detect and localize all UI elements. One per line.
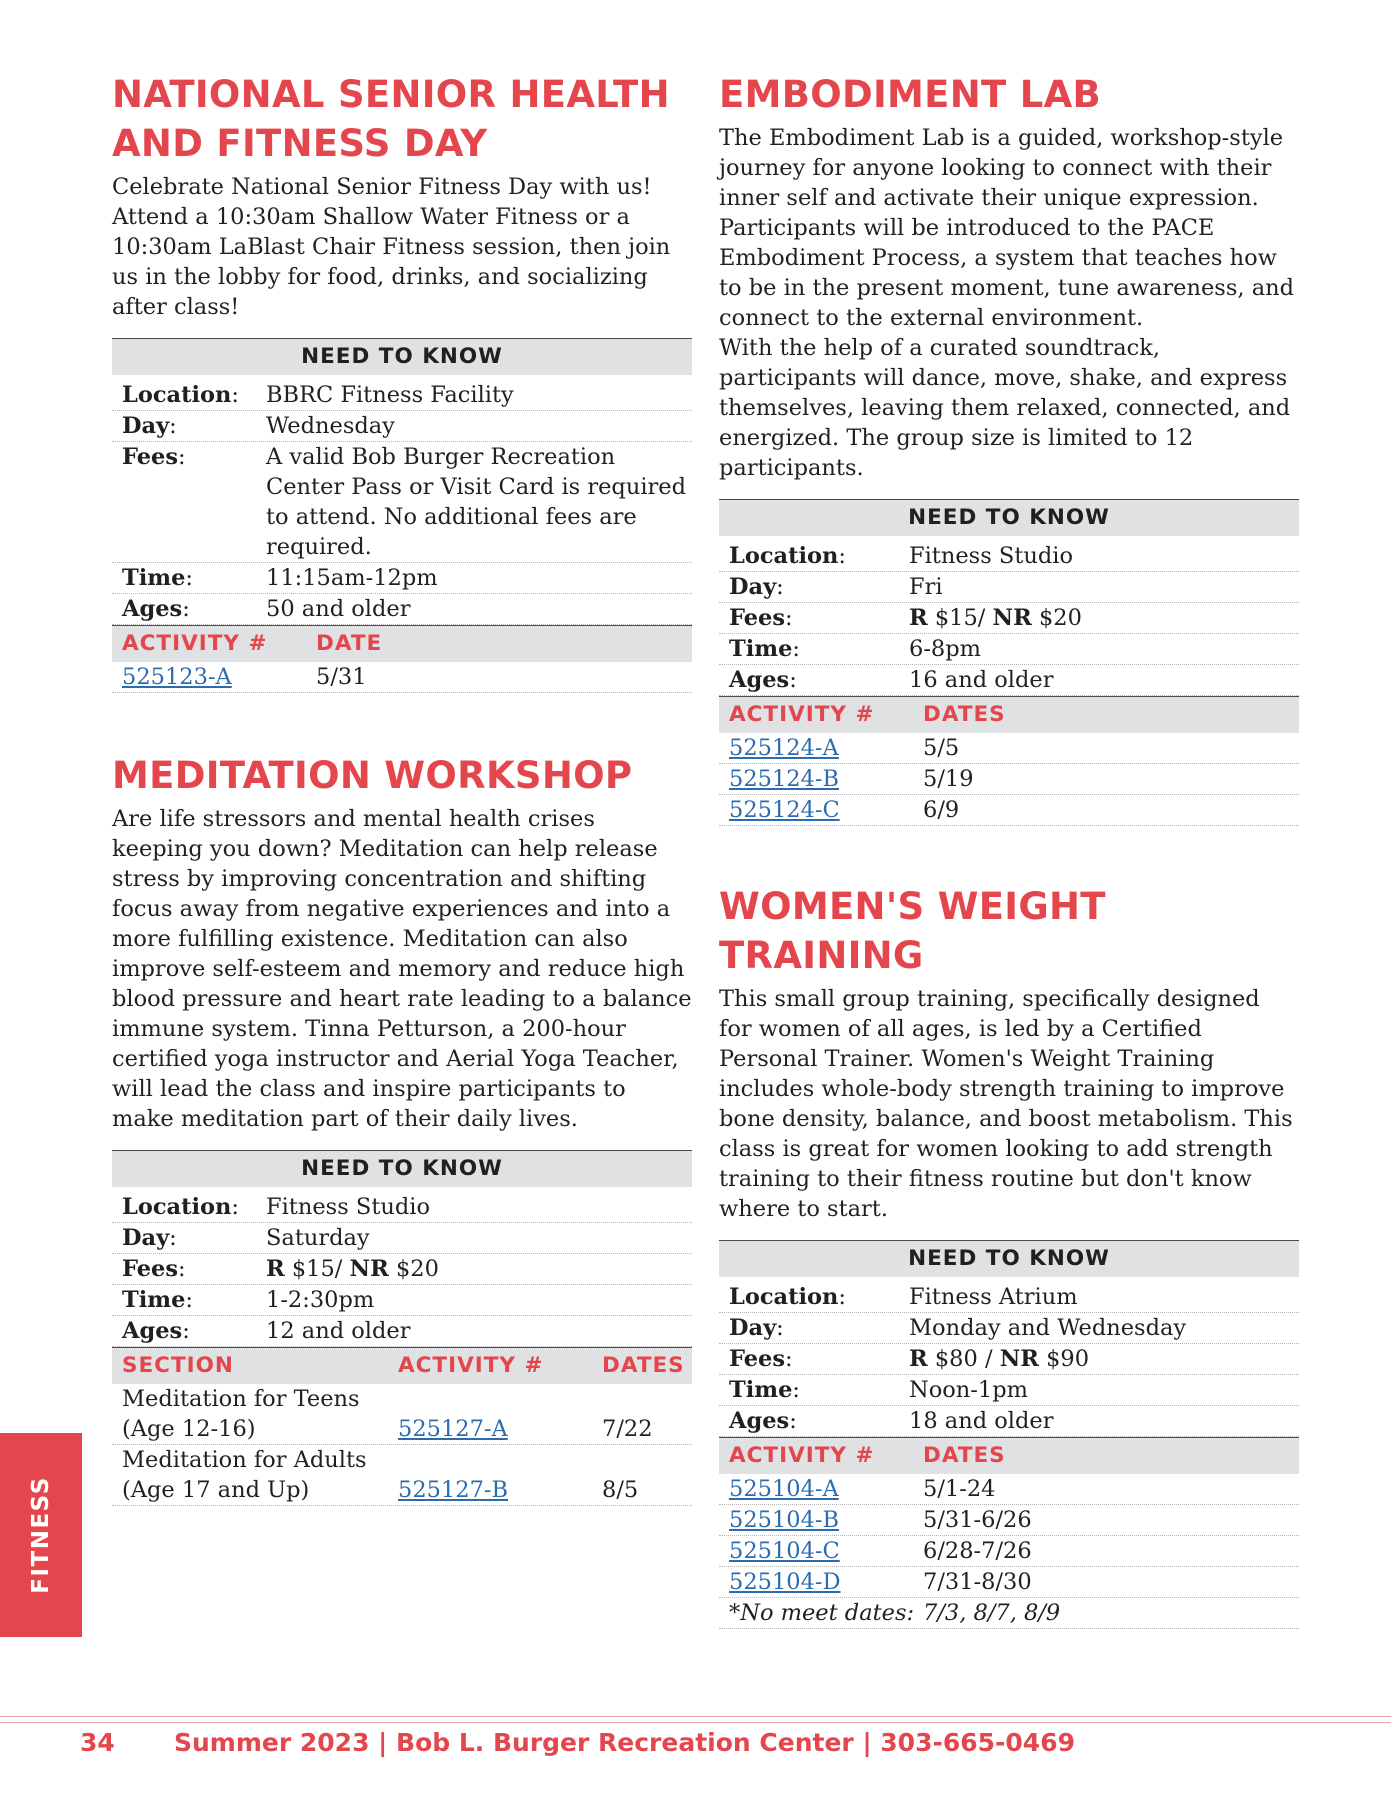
info-value: Fitness Studio — [909, 543, 1073, 569]
info-label: Ages: — [729, 667, 797, 693]
info-row-ages — [719, 665, 1299, 696]
section-table-header — [112, 1347, 692, 1384]
info-row-location — [719, 541, 1299, 572]
info-label: Location: — [122, 382, 240, 408]
section-name: Meditation for Adults (Age 17 and Up) — [122, 1447, 367, 1503]
section-row — [112, 1384, 692, 1445]
column-header-dates: DATES — [923, 1443, 1006, 1468]
womens-weight-training-title: WOMEN'S WEIGHT TRAINING — [719, 885, 1106, 977]
column-header-activity: ACTIVITY # — [122, 631, 268, 656]
activity-row — [719, 733, 1299, 764]
activity-dates: 5/5 — [923, 735, 960, 761]
info-value: Fri — [909, 574, 943, 600]
activity-link[interactable]: 525124-C — [729, 797, 840, 823]
no-meet-dates-value: 7/3, 8/7, 8/9 — [923, 1600, 1061, 1626]
footer-divider — [0, 1716, 1391, 1717]
activity-link[interactable]: 525124-A — [729, 735, 839, 761]
info-row-location — [112, 380, 692, 411]
info-label: Time: — [122, 1287, 194, 1313]
info-value: Monday and Wednesday — [909, 1315, 1187, 1341]
activity-dates: 5/31-6/26 — [923, 1507, 1032, 1533]
meditation-workshop-description: Are life stressors and mental health crises keeping you down? Meditation can help release stress by improving concentration and shifting focus away from negative experiences and into a more fulfilling existence. Meditation can also improve self-esteem and memory and reduce high blood pressure and heart rate leading to a balance immune system. Tinna Petturson, a 200-hour certified yoga instructor and Aerial Yoga Teacher, will lead the class and inspire participants to make meditation part of their daily lives. — [112, 806, 692, 1132]
info-value: 50 and older — [266, 596, 411, 622]
info-label: Location: — [729, 543, 847, 569]
info-label: Fees: — [122, 1256, 186, 1282]
info-row-day — [112, 1223, 692, 1254]
info-label: Ages: — [122, 1318, 190, 1344]
senior-fitness-day-section — [112, 70, 692, 693]
activity-link[interactable]: 525127-A — [398, 1416, 508, 1442]
info-table — [719, 541, 1299, 696]
column-header-activity: ACTIVITY # — [398, 1353, 544, 1378]
info-value: Wednesday — [266, 413, 395, 439]
activity-link[interactable]: 525104-C — [729, 1538, 840, 1564]
title-line-1: NATIONAL SENIOR HEALTH — [112, 73, 670, 116]
info-row-time — [719, 1375, 1299, 1406]
section-row — [112, 1445, 692, 1506]
info-value: A valid Bob Burger Recreation Center Pass or Visit Card is required to attend. No additional fees are required. — [266, 444, 686, 560]
info-table — [112, 1192, 692, 1347]
info-row-fees — [719, 603, 1299, 634]
column-header-activity: ACTIVITY # — [729, 1443, 875, 1468]
activity-dates: 5/19 — [923, 766, 974, 792]
info-row-fees — [112, 1254, 692, 1285]
info-value: BBRC Fitness Facility — [266, 382, 514, 408]
info-value: Saturday — [266, 1225, 370, 1251]
info-value: 18 and older — [909, 1408, 1054, 1434]
info-value: Fitness Atrium — [909, 1284, 1078, 1310]
description-paragraph-2: With the help of a curated soundtrack, participants will dance, move, shake, and express themselves, leaving them relaxed, connected, and energized. The group size is limited to 12 participants. — [719, 335, 1291, 481]
activity-link[interactable]: 525124-B — [729, 766, 840, 792]
info-label: Day: — [122, 1225, 177, 1251]
womens-weight-training-description: This small group training, specifically designed for women of all ages, is led by a Certified Personal Trainer. Women's Weight Training includes whole-body strength training to improve bone density, balance, and boost metabolism. This class is great for women looking to add strength training to their fitness routine but don't know where to start. — [719, 986, 1293, 1222]
info-value: 11:15am-12pm — [266, 565, 438, 591]
info-label: Day: — [729, 574, 784, 600]
info-value: Noon-1pm — [909, 1377, 1028, 1403]
info-value: 16 and older — [909, 667, 1054, 693]
info-row-location — [719, 1282, 1299, 1313]
womens-weight-training-section — [719, 882, 1299, 1629]
senior-fitness-day-description: Celebrate National Senior Fitness Day with us! Attend a 10:30am Shallow Water Fitness or a 10:30am LaBlast Chair Fitness session, then join us in the lobby for food, drinks, and socializing after class! — [112, 174, 671, 320]
info-row-fees — [719, 1344, 1299, 1375]
column-header-activity: ACTIVITY # — [729, 702, 875, 727]
left-column — [112, 70, 692, 1506]
activity-dates: 6/28-7/26 — [923, 1538, 1032, 1564]
need-to-know-header: NEED TO KNOW — [112, 1150, 692, 1187]
activity-table-header — [719, 1437, 1299, 1474]
activity-table-header — [112, 625, 692, 662]
info-row-day — [719, 1313, 1299, 1344]
activity-row — [719, 1505, 1299, 1536]
activity-link[interactable]: 525104-B — [729, 1507, 840, 1533]
meditation-workshop-section — [112, 751, 692, 1506]
column-header-date: DATE — [316, 631, 383, 656]
info-row-ages — [112, 1316, 692, 1347]
info-row-ages — [112, 594, 692, 625]
info-label: Location: — [122, 1194, 240, 1220]
info-row-time — [112, 1285, 692, 1316]
senior-fitness-day-title — [112, 70, 692, 168]
info-value: R $80 / NR $90 — [909, 1346, 1090, 1372]
column-header-dates: DATES — [602, 1353, 685, 1378]
activity-dates: 8/5 — [602, 1477, 639, 1503]
activity-link[interactable]: 525104-A — [729, 1476, 839, 1502]
info-label: Fees: — [122, 444, 186, 470]
info-table — [719, 1282, 1299, 1437]
activity-date: 5/31 — [316, 664, 367, 690]
description-paragraph-1: The Embodiment Lab is a guided, workshop-style journey for anyone looking to connect with their inner self and activate their unique expression. Participants will be introduced to the PACE Embodiment Process, a system that teaches how to be in the present moment, tune awareness, and connect to the external environment. — [719, 125, 1295, 331]
title-line-2: AND FITNESS DAY — [112, 122, 488, 165]
info-label: Time: — [729, 1377, 801, 1403]
info-label: Time: — [729, 636, 801, 662]
spacer — [719, 826, 1299, 882]
spacer — [112, 693, 692, 751]
info-value: R $15/ NR $20 — [909, 605, 1082, 631]
activity-dates: 6/9 — [923, 797, 960, 823]
activity-table-header — [719, 696, 1299, 733]
footer-divider — [0, 1722, 1391, 1723]
page-number: 34 — [80, 1728, 115, 1757]
embodiment-lab-description — [719, 123, 1299, 483]
activity-dates: 5/1-24 — [923, 1476, 996, 1502]
info-row-time — [112, 563, 692, 594]
info-label: Time: — [122, 565, 194, 591]
info-label: Day: — [122, 413, 177, 439]
column-header-section: SECTION — [122, 1353, 234, 1378]
need-to-know-header: NEED TO KNOW — [112, 338, 692, 375]
activity-row — [719, 764, 1299, 795]
info-label: Fees: — [729, 1346, 793, 1372]
info-value: Fitness Studio — [266, 1194, 430, 1220]
no-meet-dates-label: *No meet dates: — [729, 1600, 915, 1626]
info-label: Day: — [729, 1315, 784, 1341]
activity-row — [719, 1567, 1299, 1598]
info-table — [112, 380, 692, 625]
activity-link[interactable]: 525123-A — [122, 664, 232, 690]
info-row-day — [112, 411, 692, 442]
info-label: Ages: — [122, 596, 190, 622]
activity-row — [112, 662, 692, 693]
activity-link[interactable]: 525104-D — [729, 1569, 841, 1595]
info-row-time — [719, 634, 1299, 665]
info-row-ages — [719, 1406, 1299, 1437]
activity-link[interactable]: 525127-B — [398, 1477, 509, 1503]
info-value: R $15/ NR $20 — [266, 1256, 439, 1282]
info-label: Location: — [729, 1284, 847, 1310]
info-label: Ages: — [729, 1408, 797, 1434]
fitness-side-tab — [0, 1433, 82, 1637]
info-value: 6-8pm — [909, 636, 981, 662]
meditation-workshop-title: MEDITATION WORKSHOP — [112, 754, 633, 797]
no-meet-dates-row — [719, 1598, 1299, 1629]
embodiment-lab-title: EMBODIMENT LAB — [719, 73, 1102, 116]
column-header-dates: DATES — [923, 702, 1006, 727]
activity-row — [719, 795, 1299, 826]
footer-text: Summer 2023 | Bob L. Burger Recreation Center | 303-665-0469 — [174, 1728, 1075, 1757]
info-value: 12 and older — [266, 1318, 411, 1344]
need-to-know-header: NEED TO KNOW — [719, 1240, 1299, 1277]
activity-dates: 7/22 — [602, 1416, 653, 1442]
info-value: 1-2:30pm — [266, 1287, 375, 1313]
right-column — [719, 70, 1299, 1629]
need-to-know-header: NEED TO KNOW — [719, 499, 1299, 536]
activity-dates: 7/31-8/30 — [923, 1569, 1032, 1595]
info-row-location — [112, 1192, 692, 1223]
info-row-day — [719, 572, 1299, 603]
info-label: Fees: — [729, 605, 793, 631]
info-row-fees — [112, 442, 692, 563]
side-tab-label: FITNESS — [28, 1476, 54, 1594]
page-footer — [80, 1728, 1075, 1757]
activity-row — [719, 1536, 1299, 1567]
activity-row — [719, 1474, 1299, 1505]
section-name: Meditation for Teens (Age 12-16) — [122, 1386, 360, 1442]
embodiment-lab-section — [719, 70, 1299, 826]
